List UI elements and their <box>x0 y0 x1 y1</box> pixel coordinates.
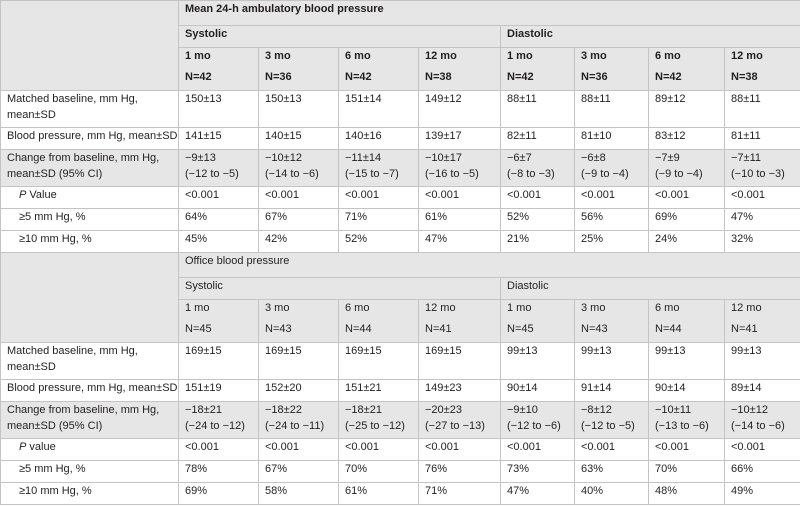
value-line: −6±7 <box>507 152 532 164</box>
value-cell <box>259 380 339 402</box>
value-line: 71% <box>425 485 448 497</box>
value-cell <box>339 231 419 253</box>
row-label-line: Matched baseline, mm Hg, <box>7 93 138 105</box>
value-cell <box>179 402 259 439</box>
value-cell <box>649 231 725 253</box>
value-cell <box>179 187 259 209</box>
value-cell <box>339 343 419 380</box>
value-cell <box>501 187 575 209</box>
value-cell <box>725 439 800 461</box>
n-header: N=45 <box>501 321 575 343</box>
value-line: 140±15 <box>265 130 302 142</box>
table-row <box>1 439 800 461</box>
n-header: N=45 <box>179 321 259 343</box>
value-cell <box>339 461 419 483</box>
value-line: −6±8 <box>581 152 606 164</box>
value-line: <0.001 <box>265 441 299 453</box>
value-line: <0.001 <box>581 441 615 453</box>
value-cell <box>179 483 259 505</box>
period-header: 12 mo <box>419 300 501 322</box>
group-header-systolic: Systolic <box>179 278 501 300</box>
n-header: N=41 <box>419 321 501 343</box>
n-header: N=38 <box>725 69 800 91</box>
value-line: 69% <box>655 211 678 223</box>
value-line: −9±13 <box>185 152 216 164</box>
value-cell <box>501 380 575 402</box>
row-label-line: Change from baseline, mm Hg, <box>7 404 160 416</box>
section-title-row <box>1 1 800 26</box>
row-label <box>1 402 179 439</box>
p-label-rest: value <box>26 441 56 453</box>
value-line: 91±14 <box>581 382 612 394</box>
value-line: −10±17 <box>425 152 462 164</box>
period-header: 3 mo <box>575 48 649 70</box>
value-line: 99±13 <box>507 345 538 357</box>
value-cell <box>575 380 649 402</box>
value-cell <box>179 380 259 402</box>
value-line: (−25 to −12) <box>345 420 405 432</box>
p-symbol: P <box>19 189 27 201</box>
value-line: 70% <box>655 463 678 475</box>
value-line: <0.001 <box>185 441 219 453</box>
value-line: 45% <box>185 233 208 245</box>
section-title-row <box>1 253 800 278</box>
value-cell <box>649 150 725 187</box>
value-line: <0.001 <box>731 189 765 201</box>
value-line: −11±14 <box>345 152 382 164</box>
value-cell <box>259 91 339 128</box>
period-header: 1 mo <box>501 48 575 70</box>
value-line: 40% <box>581 485 604 497</box>
value-cell <box>725 402 800 439</box>
value-line: 66% <box>731 463 754 475</box>
value-line: −9±10 <box>507 404 538 416</box>
n-header: N=42 <box>501 69 575 91</box>
value-line: 83±12 <box>655 130 686 142</box>
value-cell <box>259 187 339 209</box>
period-header: 1 mo <box>501 300 575 322</box>
value-cell <box>501 483 575 505</box>
value-line: 150±13 <box>265 93 302 105</box>
value-line: <0.001 <box>345 189 379 201</box>
period-header: 12 mo <box>725 48 800 70</box>
value-line: 78% <box>185 463 208 475</box>
value-line: (−13 to −6) <box>655 420 709 432</box>
period-header: 6 mo <box>339 300 419 322</box>
value-cell <box>649 461 725 483</box>
value-cell <box>575 187 649 209</box>
row-label-line <box>19 439 172 455</box>
n-header: N=42 <box>649 69 725 91</box>
row-label <box>1 209 179 231</box>
row-label <box>1 343 179 380</box>
value-line: 81±10 <box>581 130 612 142</box>
value-line: 24% <box>655 233 678 245</box>
value-cell <box>501 128 575 150</box>
value-line: 48% <box>655 485 678 497</box>
value-line: 151±14 <box>345 93 382 105</box>
stub-header-cell <box>1 253 179 343</box>
value-line: 149±23 <box>425 382 462 394</box>
value-line: −18±21 <box>345 404 382 416</box>
row-label-line: Matched baseline, mm Hg, <box>7 345 138 357</box>
value-cell <box>649 187 725 209</box>
value-line: 67% <box>265 463 288 475</box>
stub-header-cell <box>1 1 179 91</box>
n-header: N=44 <box>339 321 419 343</box>
value-cell <box>419 402 501 439</box>
row-label-line <box>19 187 172 203</box>
row-label <box>1 461 179 483</box>
row-label-line: Blood pressure, mm Hg, mean±SD <box>7 130 178 142</box>
table-row <box>1 402 800 439</box>
value-cell <box>649 209 725 231</box>
value-cell <box>501 402 575 439</box>
value-line: 71% <box>345 211 368 223</box>
value-line: (−27 to −13) <box>425 420 485 432</box>
value-cell <box>179 128 259 150</box>
row-label-line: Blood pressure, mm Hg, mean±SD <box>7 382 178 394</box>
period-header: 12 mo <box>725 300 800 322</box>
value-line: (−8 to −3) <box>507 168 555 180</box>
value-line: (−10 to −3) <box>731 168 785 180</box>
value-cell <box>575 343 649 380</box>
value-line: (−12 to −6) <box>507 420 561 432</box>
n-header: N=42 <box>339 69 419 91</box>
value-line: 52% <box>345 233 368 245</box>
value-line: 56% <box>581 211 604 223</box>
value-line: <0.001 <box>655 189 689 201</box>
value-cell <box>501 209 575 231</box>
value-line: 81±11 <box>731 130 761 142</box>
value-line: 63% <box>581 463 604 475</box>
value-line: 88±11 <box>731 93 761 105</box>
value-cell <box>501 231 575 253</box>
row-label-line: ≥10 mm Hg, % <box>19 233 92 245</box>
row-label <box>1 91 179 128</box>
section-title: Mean 24-h ambulatory blood pressure <box>179 1 800 26</box>
row-label-line: mean±SD <box>7 109 56 121</box>
period-header: 1 mo <box>179 300 259 322</box>
value-cell <box>419 150 501 187</box>
period-header: 3 mo <box>575 300 649 322</box>
row-label <box>1 150 179 187</box>
row-label-line: ≥5 mm Hg, % <box>19 211 86 223</box>
n-header: N=43 <box>575 321 649 343</box>
value-line: −10±12 <box>731 404 768 416</box>
value-line: −20±23 <box>425 404 462 416</box>
value-line: 61% <box>345 485 368 497</box>
value-cell <box>179 231 259 253</box>
value-cell <box>339 91 419 128</box>
value-cell <box>419 483 501 505</box>
p-symbol: P <box>19 441 27 453</box>
row-label <box>1 439 179 461</box>
value-line: 42% <box>265 233 288 245</box>
group-header-systolic: Systolic <box>179 26 501 48</box>
value-line: 21% <box>507 233 530 245</box>
value-line: 169±15 <box>425 345 462 357</box>
value-line: 47% <box>425 233 448 245</box>
value-cell <box>179 439 259 461</box>
value-cell <box>725 209 800 231</box>
value-cell <box>419 187 501 209</box>
value-cell <box>259 209 339 231</box>
value-cell <box>575 483 649 505</box>
value-cell <box>339 439 419 461</box>
value-cell <box>339 150 419 187</box>
value-cell <box>419 343 501 380</box>
value-cell <box>575 231 649 253</box>
row-label <box>1 231 179 253</box>
value-line: 169±15 <box>265 345 302 357</box>
value-line: 49% <box>731 485 754 497</box>
table-row <box>1 231 800 253</box>
value-cell <box>339 187 419 209</box>
value-line: (−24 to −11) <box>265 420 325 432</box>
value-cell <box>501 439 575 461</box>
period-header: 6 mo <box>649 48 725 70</box>
value-cell <box>501 461 575 483</box>
n-header: N=42 <box>179 69 259 91</box>
value-cell <box>725 380 800 402</box>
value-line: (−12 to −5) <box>581 420 635 432</box>
p-label-rest: Value <box>26 189 57 201</box>
value-cell <box>501 91 575 128</box>
value-cell <box>179 150 259 187</box>
n-header: N=36 <box>259 69 339 91</box>
period-header: 3 mo <box>259 300 339 322</box>
value-line: 151±21 <box>345 382 382 394</box>
value-cell <box>575 402 649 439</box>
value-line: (−9 to −4) <box>581 168 629 180</box>
value-line: 89±12 <box>655 93 686 105</box>
value-cell <box>725 150 800 187</box>
value-line: 69% <box>185 485 208 497</box>
value-cell <box>339 380 419 402</box>
value-cell <box>725 343 800 380</box>
section-title: Office blood pressure <box>179 253 800 278</box>
row-label <box>1 187 179 209</box>
value-line: <0.001 <box>345 441 379 453</box>
value-line: 32% <box>731 233 754 245</box>
value-cell <box>419 231 501 253</box>
value-line: 52% <box>507 211 530 223</box>
period-header: 12 mo <box>419 48 501 70</box>
value-line: <0.001 <box>655 441 689 453</box>
value-line: <0.001 <box>425 189 459 201</box>
value-line: −18±22 <box>265 404 302 416</box>
value-cell <box>725 231 800 253</box>
table-row <box>1 128 800 150</box>
period-header: 1 mo <box>179 48 259 70</box>
table-row <box>1 209 800 231</box>
value-line: 64% <box>185 211 208 223</box>
value-line: 58% <box>265 485 288 497</box>
value-cell <box>179 343 259 380</box>
value-cell <box>419 91 501 128</box>
value-cell <box>259 483 339 505</box>
row-label-line: ≥10 mm Hg, % <box>19 485 92 497</box>
value-line: 47% <box>731 211 754 223</box>
value-line: 47% <box>507 485 530 497</box>
value-line: (−14 to −6) <box>265 168 319 180</box>
value-line: 73% <box>507 463 530 475</box>
row-label <box>1 483 179 505</box>
value-cell <box>179 209 259 231</box>
value-line: (−15 to −7) <box>345 168 399 180</box>
value-line: 140±16 <box>345 130 382 142</box>
value-cell <box>501 150 575 187</box>
row-label-line: Change from baseline, mm Hg, <box>7 152 160 164</box>
value-cell <box>259 461 339 483</box>
value-line: 25% <box>581 233 604 245</box>
row-label-line: mean±SD (95% CI) <box>7 420 103 432</box>
value-line: (−12 to −5) <box>185 168 239 180</box>
value-line: 169±15 <box>345 345 382 357</box>
table-row <box>1 343 800 380</box>
value-line: (−24 to −12) <box>185 420 245 432</box>
value-line: −7±11 <box>731 152 761 164</box>
value-cell <box>419 128 501 150</box>
value-cell <box>339 402 419 439</box>
value-line: 88±11 <box>581 93 611 105</box>
value-cell <box>725 91 800 128</box>
value-cell <box>649 343 725 380</box>
value-line: 89±14 <box>731 382 762 394</box>
table-row <box>1 380 800 402</box>
table-row <box>1 483 800 505</box>
table-row <box>1 91 800 128</box>
value-line: (−14 to −6) <box>731 420 785 432</box>
value-cell <box>725 483 800 505</box>
value-cell <box>259 150 339 187</box>
n-header: N=36 <box>575 69 649 91</box>
value-line: <0.001 <box>185 189 219 201</box>
value-cell <box>649 483 725 505</box>
row-label-line: mean±SD <box>7 361 56 373</box>
value-line: 141±15 <box>185 130 222 142</box>
value-line: 150±13 <box>185 93 222 105</box>
value-cell <box>501 343 575 380</box>
value-cell <box>649 402 725 439</box>
row-label <box>1 380 179 402</box>
value-line: 151±19 <box>185 382 222 394</box>
value-cell <box>259 128 339 150</box>
value-cell <box>259 439 339 461</box>
value-cell <box>575 91 649 128</box>
group-header-diastolic: Diastolic <box>501 278 800 300</box>
table-row <box>1 461 800 483</box>
value-cell <box>259 343 339 380</box>
value-cell <box>179 91 259 128</box>
value-line: 99±13 <box>655 345 686 357</box>
value-line: (−9 to −4) <box>655 168 703 180</box>
value-cell <box>575 461 649 483</box>
table-row <box>1 150 800 187</box>
value-line: (−16 to −5) <box>425 168 479 180</box>
value-line: 82±11 <box>507 130 537 142</box>
value-line: 90±14 <box>655 382 686 394</box>
value-cell <box>339 483 419 505</box>
value-line: −7±9 <box>655 152 680 164</box>
value-cell <box>339 128 419 150</box>
value-line: <0.001 <box>507 441 541 453</box>
value-line: 169±15 <box>185 345 222 357</box>
row-label-line: mean±SD (95% CI) <box>7 168 103 180</box>
value-line: <0.001 <box>265 189 299 201</box>
value-line: 61% <box>425 211 448 223</box>
value-cell <box>419 461 501 483</box>
value-cell <box>725 461 800 483</box>
value-cell <box>419 380 501 402</box>
value-cell <box>179 461 259 483</box>
value-cell <box>259 231 339 253</box>
value-line: <0.001 <box>425 441 459 453</box>
n-header: N=38 <box>419 69 501 91</box>
value-cell <box>575 439 649 461</box>
value-cell <box>575 150 649 187</box>
value-cell <box>339 209 419 231</box>
value-line: 149±12 <box>425 93 462 105</box>
period-header: 6 mo <box>649 300 725 322</box>
value-line: <0.001 <box>731 441 765 453</box>
value-line: <0.001 <box>507 189 541 201</box>
value-line: 70% <box>345 463 368 475</box>
n-header: N=44 <box>649 321 725 343</box>
period-header: 3 mo <box>259 48 339 70</box>
value-line: 67% <box>265 211 288 223</box>
value-cell <box>725 187 800 209</box>
n-header: N=41 <box>725 321 800 343</box>
value-line: −18±21 <box>185 404 222 416</box>
value-cell <box>575 128 649 150</box>
row-label <box>1 128 179 150</box>
value-cell <box>649 91 725 128</box>
value-cell <box>649 128 725 150</box>
value-line: 139±17 <box>425 130 462 142</box>
value-line: −10±11 <box>655 404 692 416</box>
row-label-line: ≥5 mm Hg, % <box>19 463 86 475</box>
value-cell <box>649 439 725 461</box>
value-line: <0.001 <box>581 189 615 201</box>
n-header: N=43 <box>259 321 339 343</box>
group-header-diastolic: Diastolic <box>501 26 800 48</box>
value-cell <box>259 402 339 439</box>
value-line: 99±13 <box>731 345 762 357</box>
value-cell <box>649 380 725 402</box>
value-line: 76% <box>425 463 448 475</box>
table-row <box>1 187 800 209</box>
value-cell <box>419 209 501 231</box>
value-line: −8±12 <box>581 404 612 416</box>
value-cell <box>575 209 649 231</box>
value-line: 99±13 <box>581 345 612 357</box>
period-header: 6 mo <box>339 48 419 70</box>
value-line: −10±12 <box>265 152 302 164</box>
value-line: 152±20 <box>265 382 302 394</box>
value-line: 90±14 <box>507 382 538 394</box>
value-cell <box>419 439 501 461</box>
value-cell <box>725 128 800 150</box>
value-line: 88±11 <box>507 93 537 105</box>
